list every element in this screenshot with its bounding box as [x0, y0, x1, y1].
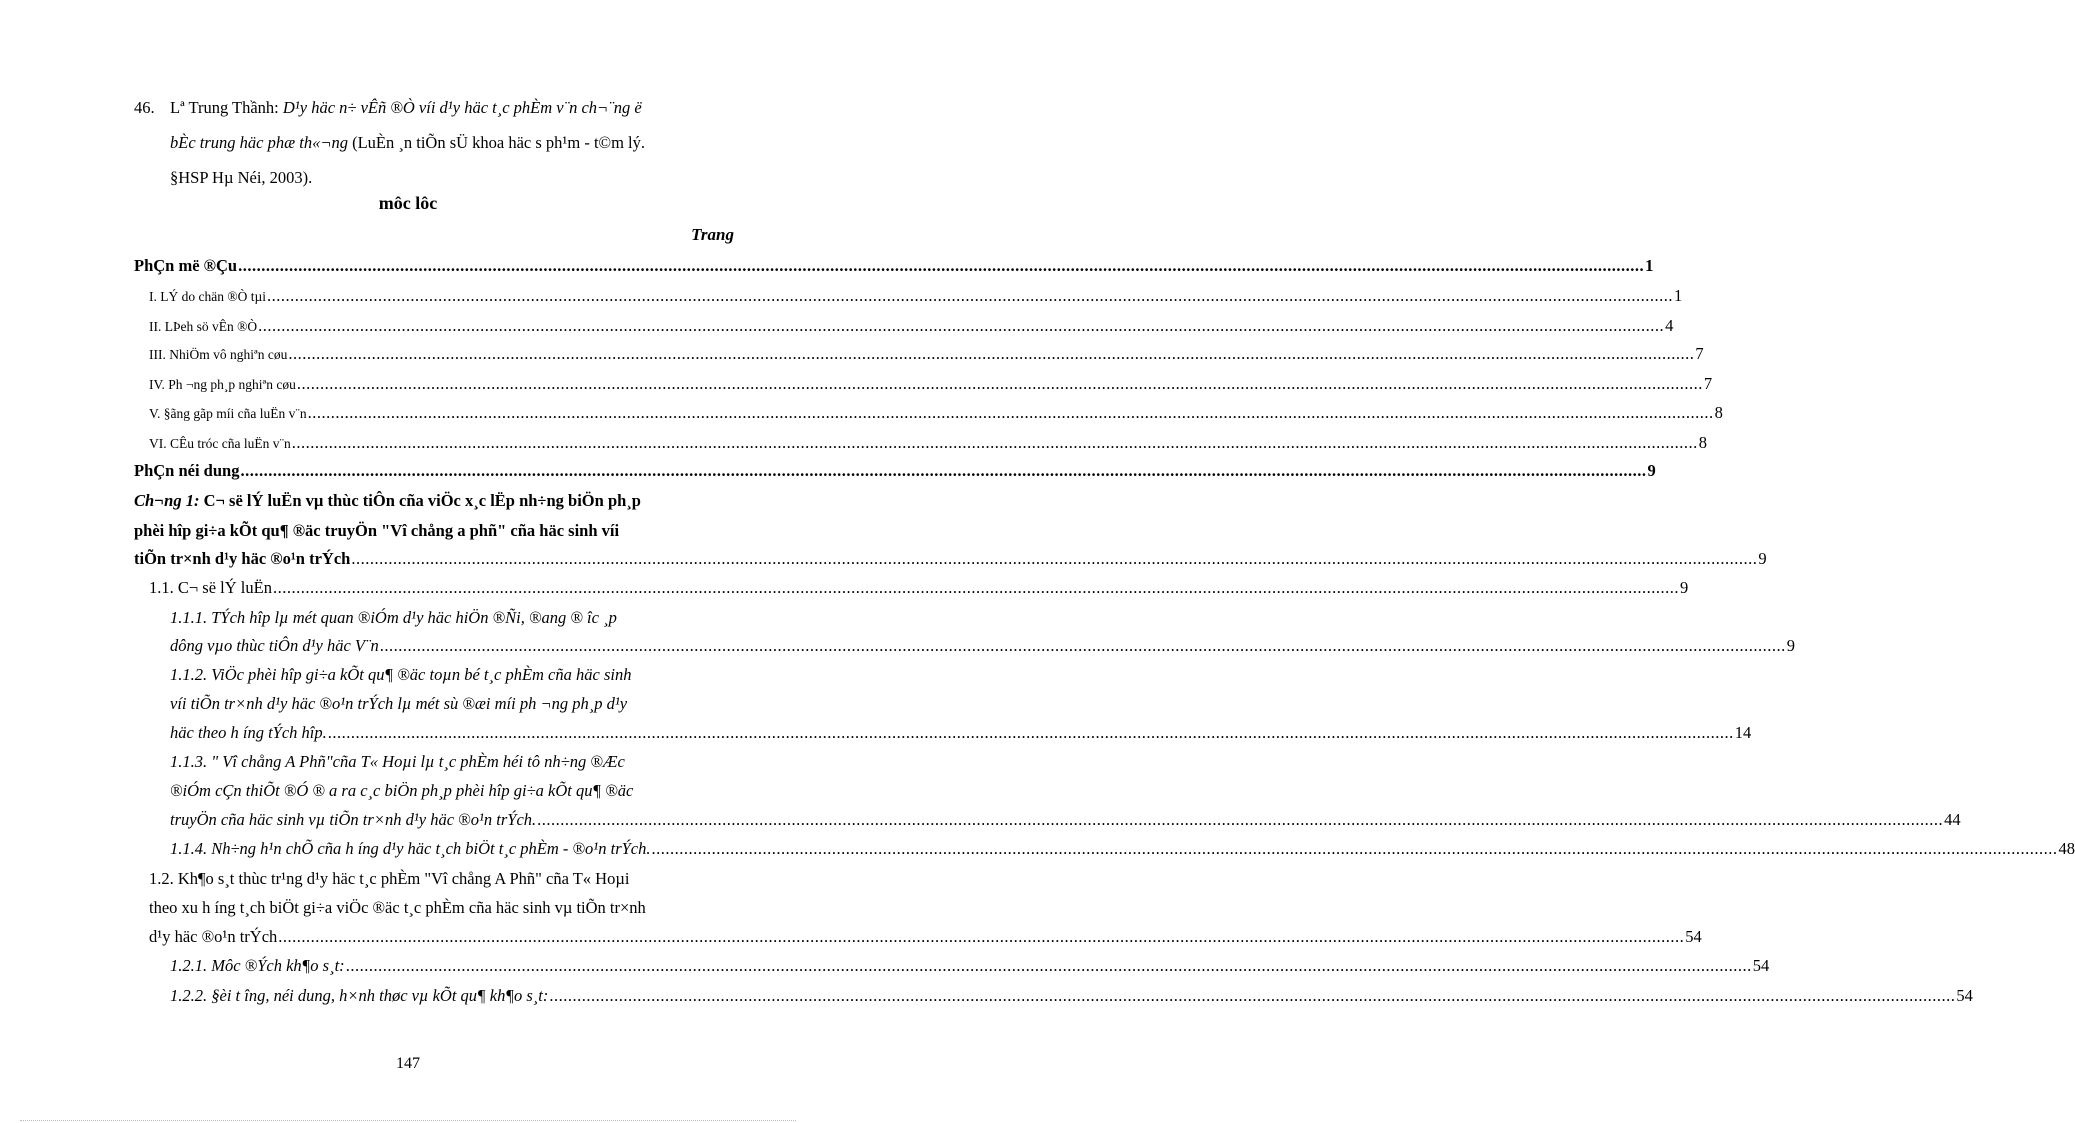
toc-entry-page: 8 [1698, 433, 1707, 452]
toc-entry-text: 1.1.4. Nh÷ng h¹n chÕ cña h íng d¹y häc t¸ch biÖt t¸c phÈm - ®o¹n trÝch. [170, 839, 651, 858]
toc-entry-text: d¹y häc ®o¹n trÝch [149, 927, 278, 946]
toc-entry [170, 956, 1770, 976]
reference-title-line1: D¹y häc n÷ vÊñ ®Ò víi d¹y häc t¸c phÈm v¨n ch¬¨ng ë [282, 98, 642, 117]
toc-entry-text: truyÖn cña häc sinh vµ tiÕn tr×nh d¹y häc ®o¹n trÝch. [170, 810, 537, 829]
toc-entry [134, 256, 1654, 276]
page-number: 147 [396, 1055, 420, 1072]
toc-entry-page: 9 [1758, 549, 1767, 568]
toc-entry-text: PhÇn néi dung [134, 461, 240, 480]
toc-entry-line: 1.2. Kh¶o s¸t thùc tr¹ng d¹y häc t¸c phÈm "Vî chång A Phñ" cña T« Hoµi [149, 869, 630, 888]
toc-entry [170, 636, 1795, 656]
toc-entry-page: 48 [2058, 839, 2075, 858]
toc-entry [170, 986, 1973, 1006]
toc-entry-page: 1 [1645, 256, 1654, 275]
toc-entry-text: dông vµo thùc tiÔn d¹y häc V¨n [170, 636, 379, 655]
toc-entry-line: theo xu h íng t¸ch biÖt gi÷a viÖc ®äc t¸c phÈm cña häc sinh vµ tiÕn tr×nh [149, 898, 646, 917]
toc-entry-text: III. NhiÖm vô nghiªn cøu [149, 347, 288, 362]
toc-entry-text: I. LÝ do chän ®Ò tµi [149, 289, 267, 304]
toc-entry-text: VI. CÊu tróc cña luËn v¨n [149, 436, 291, 451]
reference-number: 46. [134, 98, 155, 117]
toc-entry [170, 839, 2075, 859]
toc-entry [134, 549, 1767, 569]
reference-entry [134, 90, 734, 195]
reference-title-line2: bÈc trung häc phæ th«¬ng [170, 133, 348, 152]
toc-entry-text: IV. Ph ¬ng ph¸p nghiªn cøu [149, 377, 296, 392]
toc-entry [149, 374, 1713, 394]
reference-line3: §HSP Hµ Néi, 2003). [170, 168, 313, 187]
toc-entry [149, 927, 1702, 947]
toc-entry [149, 403, 1723, 423]
toc-entry [149, 286, 1683, 306]
toc-entry-line: 1.1.2. ViÖc phèi hîp gi÷a kÕt qu¶ ®äc toµn bé t¸c phÈm cña häc sinh [170, 665, 632, 684]
toc-entry-text: tiÕn tr×nh d¹y häc ®o¹n trÝch [134, 549, 351, 568]
toc-entry [149, 344, 1704, 364]
toc-chapter-line1: Ch¬ng 1: C¬ së lÝ luËn vµ thùc tiÔn cña viÖc x¸c lËp nh÷ng biÖn ph¸p [134, 491, 641, 510]
toc-entry-page: 7 [1695, 344, 1704, 363]
toc-entry-page: 1 [1674, 286, 1683, 305]
toc-entry-page: 8 [1714, 403, 1723, 422]
toc-entry-page: 14 [1734, 723, 1752, 742]
toc-entry [149, 316, 1674, 336]
toc-entry-page: 54 [1956, 986, 1973, 1005]
toc-entry-page: 9 [1647, 461, 1656, 480]
toc-entry-page: 4 [1665, 316, 1674, 335]
toc-title: môc lôc [378, 193, 438, 213]
toc-entry [170, 723, 1752, 743]
toc-entry-line: 1.1.1. TÝch hîp lµ mét quan ®iÓm d¹y häc hiÖn ®Ñi, ®ang ® îc ¸p [170, 608, 617, 627]
toc-entry-text: häc theo h íng tÝch hîp. [170, 723, 327, 742]
toc-entry-text: V. §ãng gãp míi cña luËn v¨n [149, 406, 307, 421]
toc-entry-line: víi tiÕn tr×nh d¹y häc ®o¹n trÝch lµ mét sù ®æi míi ph ¬ng ph¸p d¹y [170, 694, 628, 713]
toc-entry-text: 1.1. C¬ së lÝ luËn [149, 578, 272, 597]
toc-entry-text: II. LÞeh sö vÊn ®Ò [149, 319, 258, 334]
toc-entry-text: 1.2.1. Môc ®Ých kh¶o s¸t: [170, 956, 345, 975]
toc-chapter-line2: phèi hîp gi÷a kÕt qu¶ ®äc truyÖn "Vî chång a phñ" cña häc sinh víi [134, 521, 620, 540]
toc-entry-text: PhÇn më ®Çu [134, 256, 238, 275]
reference-suffix-line2: (LuÈn ¸n tiÕn sÜ khoa häc s ph¹m - t©m lý. [347, 133, 645, 152]
toc-entry-page: 9 [1679, 578, 1689, 597]
toc-entry-line: 1.1.3. " Vî chång A Phñ"cña T« Hoµi lµ t¸c phÈm héi tô nh÷ng ®Æc [170, 752, 625, 771]
toc-entry-page: 54 [1685, 927, 1702, 946]
toc-entry-page: 7 [1703, 374, 1713, 393]
toc-entry [170, 810, 1961, 830]
toc-entry-page: 54 [1752, 956, 1770, 975]
toc-entry-page: 9 [1786, 636, 1795, 655]
chapter-label: Ch¬ng 1: [134, 491, 204, 510]
toc-page-header: Trang [691, 225, 734, 244]
toc-entry-text: 1.2.2. §èi t îng, néi dung, h×nh thøc vµ kÕt qu¶ kh¶o s¸t: [170, 986, 549, 1005]
page-divider [20, 1120, 796, 1121]
reference-author: Lª Trung Thầnh: [170, 98, 283, 117]
toc-entry-page: 44 [1944, 810, 1961, 829]
toc-entry [134, 461, 1656, 481]
toc-entry [149, 433, 1707, 453]
toc-entry-line: ®iÓm cÇn thiÕt ®Ó ® a ra c¸c biÖn ph¸p phèi hîp gi÷a kÕt qu¶ ®äc [170, 781, 634, 800]
toc-entry [149, 578, 1689, 598]
